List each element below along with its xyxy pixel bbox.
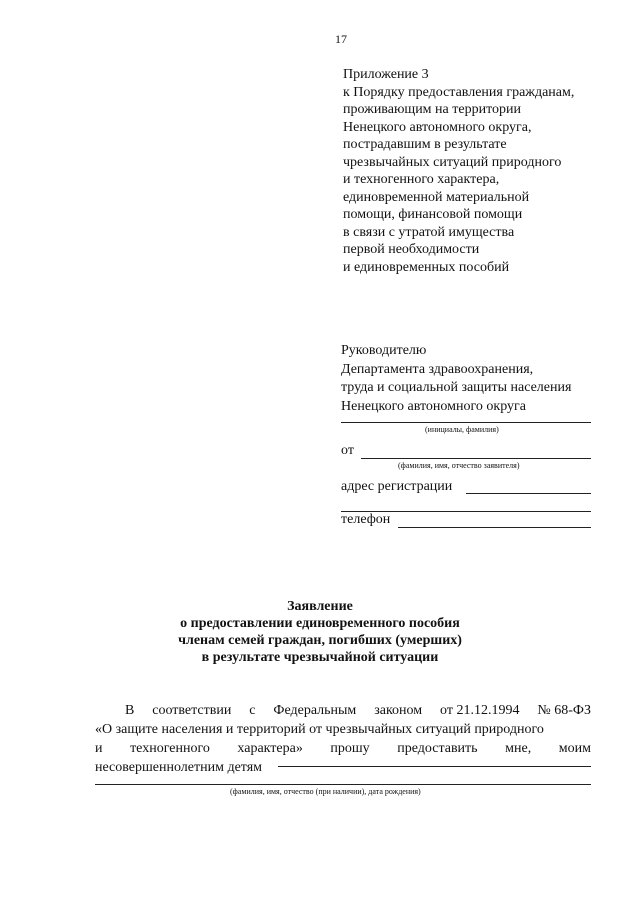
body-word: моим (558, 741, 591, 756)
body-word: и (95, 741, 103, 756)
body-word: от 21.12.1994 (440, 703, 520, 718)
body-word: В (125, 703, 135, 718)
body-word: законом (374, 703, 423, 718)
title-line: Заявление (287, 599, 353, 614)
appendix-line: к Порядку предоставления гражданам, (343, 84, 575, 100)
addressee-line: труда и социальной защиты населения (341, 380, 572, 395)
page-number: 17 (335, 32, 347, 46)
appendix-line: и техногенного характера, (343, 172, 500, 187)
body-line-4: несовершеннолетним детям (95, 760, 263, 775)
body-line-1 (95, 701, 591, 720)
from-label: от (341, 443, 354, 458)
appendix-line: помощи, финансовой помощи (343, 207, 523, 222)
children-input-line-2[interactable] (95, 784, 591, 785)
from-caption: (фамилия, имя, отчество заявителя) (398, 461, 520, 470)
appendix-line: Приложение 3 (343, 67, 429, 82)
document-title (90, 598, 550, 666)
appendix-line: первой необходимости (343, 242, 480, 257)
body-word: техногенного (130, 741, 210, 756)
children-caption: (фамилия, имя, отчество (при наличии), дата рождения) (230, 787, 421, 796)
address-input-line[interactable] (466, 493, 591, 494)
addressee-line: Руководителю (341, 343, 427, 358)
appendix-line: в связи с утратой имущества (343, 224, 515, 240)
appendix-line: и единовременных пособий (343, 259, 510, 275)
initials-caption: (инициалы, фамилия) (425, 425, 499, 434)
title-line: членам семей граждан, погибших (умерших) (178, 633, 462, 648)
title-line: о предоставлении единовременного пособия (180, 616, 460, 631)
body-word: Федеральным (273, 703, 357, 718)
addressee-line: Ненецкого автономного округа (341, 398, 526, 414)
body-line-2: «О защите населения и территорий от чрезвычайных ситуаций природного (95, 722, 544, 737)
addressee-block (341, 342, 611, 416)
from-input-line[interactable] (361, 458, 591, 459)
appendix-line: Ненецкого автономного округа, (343, 119, 532, 135)
body-word: характера» (237, 741, 303, 756)
body-word: мне, (505, 741, 532, 756)
body-word: соответствии (152, 703, 232, 718)
appendix-line: проживающим на территории (343, 102, 521, 117)
address-label: адрес регистрации (341, 479, 453, 494)
body-word: № 68-ФЗ (537, 703, 591, 718)
body-word: прошу (330, 741, 370, 756)
appendix-line: чрезвычайных ситуаций природного (343, 154, 562, 170)
initials-input-line[interactable] (341, 422, 591, 423)
phone-input-line[interactable] (398, 527, 591, 528)
body-word: с (249, 703, 256, 718)
children-input-line[interactable] (278, 766, 591, 767)
title-line: в результате чрезвычайной ситуации (201, 650, 439, 665)
appendix-line: пострадавшим в результате (343, 137, 507, 152)
addressee-line: Департамента здравоохранения, (341, 361, 534, 377)
body-word: предоставить (397, 741, 478, 756)
appendix-header (343, 66, 603, 276)
appendix-line: единовременной материальной (343, 189, 530, 205)
body-line-3 (95, 739, 591, 758)
phone-label: телефон (341, 512, 391, 527)
